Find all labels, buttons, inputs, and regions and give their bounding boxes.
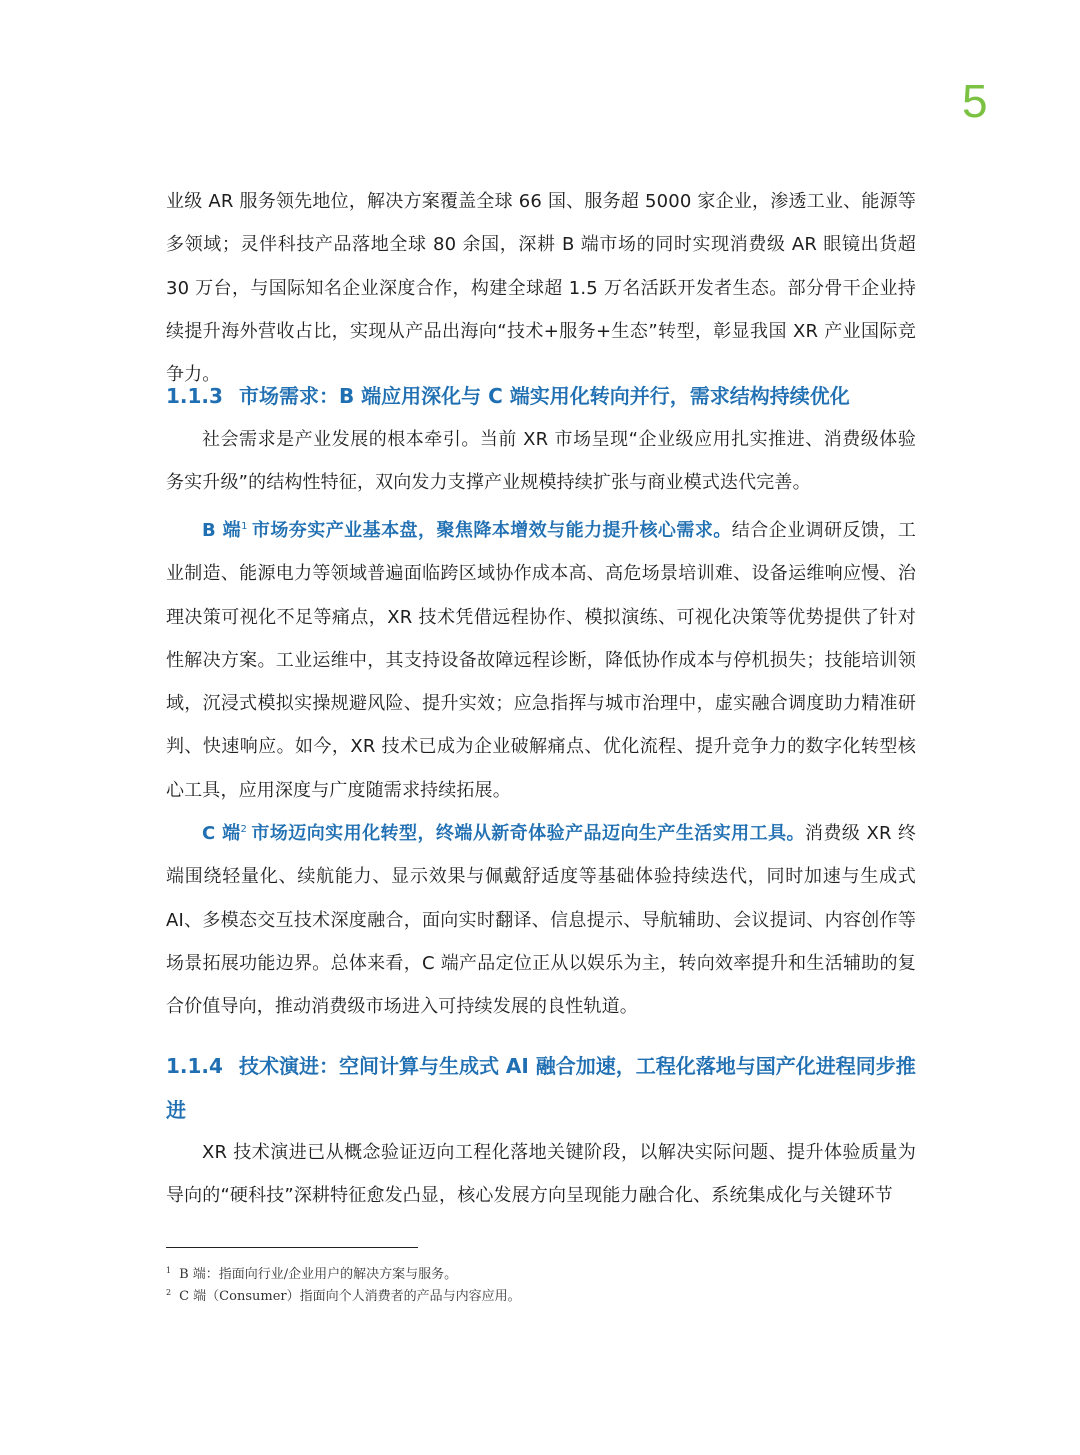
c-end-body: 消费级 XR 终端围绕轻量化、续航能力、显示效果与佩戴舒适度等基础体验持续迭代，同时加速与生成式 AI、多模态交互技术深度融合，面向实时翻译、信息提示、导航辅助、会议提词、内容创作等场景拓展功能边界。总体来看，C 端产品定位正从以娱乐为主，转向效率提升和生活辅助的复合价值导向，推动消费级市场进入可持续发展的良性轨道。	[166, 823, 917, 1018]
c-end-lead-text: 市场迈向实用化转型，终端从新奇体验产品迈向生产生活实用工具。	[251, 823, 805, 844]
paragraph-c-end	[166, 808, 916, 1028]
section-title: 市场需求：B 端应用深化与 C 端实用化转向并行，需求结构持续优化	[238, 384, 850, 408]
footnote-1	[166, 1261, 866, 1285]
paragraph-market-demand: 社会需求是产业发展的根本牵引。当前 XR 市场呈现“企业级应用扎实推进、消费级体验务实升级”的结构性特征，双向发力支撑产业规模持续扩张与商业模式迭代完善。	[166, 429, 916, 494]
footnote-divider	[166, 1247, 418, 1248]
b-end-label: B 端	[202, 520, 242, 541]
section-number: 1.1.3	[166, 384, 223, 408]
section-heading-1-1-4	[166, 1045, 916, 1132]
footnote-text: C 端（Consumer）指面向个人消费者的产品与内容应用。	[179, 1289, 521, 1304]
b-end-body: 结合企业调研反馈，工业制造、能源电力等领域普遍面临跨区域协作成本高、高危场景培训难、设备运维响应慢、治理决策可视化不足等痛点，XR 技术凭借远程协作、模拟演练、可视化决策等优势提供了针对性解决方案。工业运维中，其支持设备故障远程诊断，降低协作成本与停机损失；技能培训领域，沉浸式模拟实操规避风险、提升实效；应急指挥与城市治理中，虚实融合调度助力精准研判、快速响应。如今，XR 技术已成为企业破解痛点、优化流程、提升竞争力的数字化转型核心工具，应用深度与广度随需求持续拓展。	[166, 520, 917, 801]
b-end-lead	[202, 520, 732, 541]
footnote-ref-1: 1	[241, 521, 248, 532]
page-number: 5	[962, 75, 988, 127]
paragraph-b-end	[166, 505, 916, 812]
section-number: 1.1.4	[166, 1054, 223, 1078]
b-end-lead-text: 市场夯实产业基本盘，聚焦降本增效与能力提升核心需求。	[251, 520, 732, 541]
paragraph-tech-evolution: XR 技术演进已从概念验证迈向工程化落地关键阶段，以解决实际问题、提升体验质量为导向的“硬科技”深耕特征愈发凸显，核心发展方向呈现能力融合化、系统集成化与关键环节	[166, 1142, 916, 1207]
footnote-mark: 2	[166, 1288, 172, 1297]
paragraph-intro: 业级 AR 服务领先地位，解决方案覆盖全球 66 国、服务超 5000 家企业，渗透工业、能源等多领域；灵伴科技产品落地全球 80 余国，深耕 B 端市场的同时实现消费级 AR 眼镜出货超 30 万台，与国际知名企业深度合作，构建全球超 1.5 万名活跃开发者生态。部分骨干企业持续提升海外营收占比，实现从产品出海向“技术+服务+生态”转型，彰显我国 XR 产业国际竞争力。	[166, 191, 916, 386]
section-heading-1-1-3	[166, 375, 916, 419]
c-end-label: C 端	[202, 823, 241, 844]
footnote-mark: 1	[166, 1266, 172, 1275]
footnote-ref-2: 2	[240, 824, 248, 835]
footnote-text: B 端：指面向行业/企业用户的解决方案与服务。	[179, 1267, 458, 1282]
section-title: 技术演进：空间计算与生成式 AI 融合加速，工程化落地与国产化进程同步推进	[166, 1054, 916, 1122]
c-end-lead	[202, 823, 805, 844]
footnote-2	[166, 1283, 866, 1307]
